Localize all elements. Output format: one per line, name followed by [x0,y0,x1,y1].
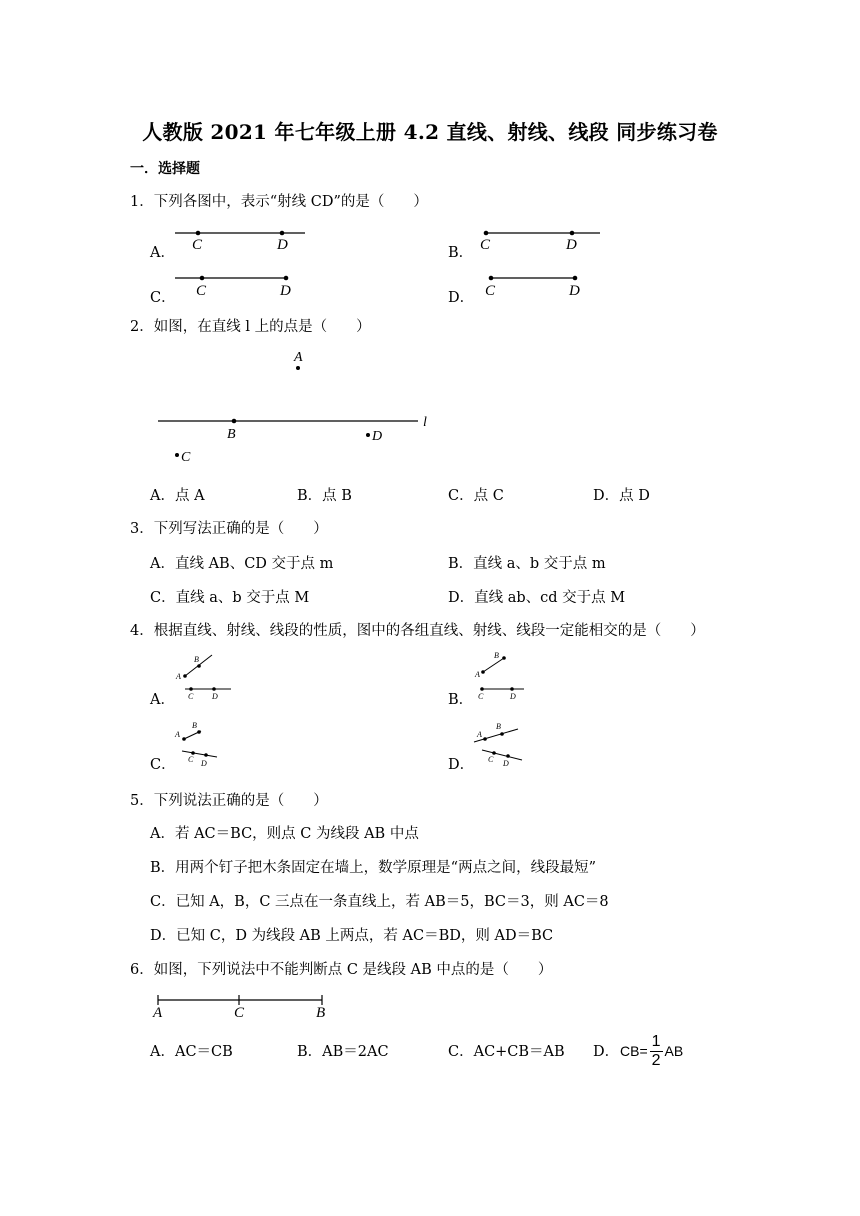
formula-lhs: CB= [620,1043,648,1059]
question-2-stem: 2．如图，在直线 l 上的点是（ ） [130,319,371,335]
q1-option-a-label: A． [150,245,175,261]
svg-text:A: A [475,670,480,679]
q4-option-a-label: A． [150,692,175,708]
q1a-point-c: C [192,237,203,252]
q1-figure-b [470,226,605,252]
svg-text:C: C [478,692,484,701]
q2-point-b-label: B [227,427,236,442]
svg-text:B: B [194,655,199,664]
q1b-point-c: C [480,237,491,252]
svg-text:A: A [477,730,482,739]
q2-option-d: D．点 D [593,488,650,504]
q5-option-b: B．用两个钉子把木条固定在墙上，数学原理是“两点之间，线段最短” [150,860,596,876]
q4-option-d-label: D． [448,757,475,773]
svg-text:C: C [488,755,494,764]
q1-figure-a [170,226,310,252]
svg-text:D: D [212,692,218,701]
q6-point-c-label: C [234,1005,245,1020]
svg-text:D: D [503,759,509,768]
section-heading: 一．选择题 [130,161,200,177]
q3-option-d: D．直线 ab、cd 交于点 M [448,590,626,606]
q6-option-d-formula [620,1031,683,1071]
q2-line-l-label: l [423,415,427,430]
svg-text:B: B [494,651,499,660]
svg-text:B: B [192,721,197,730]
question-6-stem: 6．如图，下列说法中不能判断点 C 是线段 AB 中点的是（ ） [130,962,553,978]
question-3-stem: 3．下列写法正确的是（ ） [130,521,328,537]
q2-point-d-label: D [372,429,383,444]
q1-figure-c [170,271,305,298]
q3-option-c: C．直线 a、b 交于点 M [150,590,310,606]
q6-point-b-label: B [316,1005,326,1020]
q4-option-b-label: B． [448,692,474,708]
q3-option-b: B．直线 a、b 交于点 m [448,556,606,572]
q4-figure-c [172,718,224,770]
question-5-stem: 5．下列说法正确的是（ ） [130,793,328,809]
svg-text:A: A [175,730,180,739]
question-4-stem: 4．根据直线、射线、线段的性质，图中的各组直线、射线、线段一定能相交的是（ ） [130,623,705,639]
q1-option-d-label: D． [448,290,475,306]
q4-option-c-label: C． [150,757,176,773]
svg-text:D: D [510,692,516,701]
q4-figure-a [175,650,235,702]
q6-option-b: B．AB＝2AC [297,1044,389,1060]
formula-fraction [650,1033,663,1070]
svg-text:D: D [201,759,207,768]
q1-option-b-label: B． [448,245,474,261]
page-title: 人教版 2021 年七年级上册 4.2 直线、射线、线段 同步练习卷 [142,120,718,144]
q4-figure-d [470,718,530,770]
q1b-point-d: D [566,237,577,252]
q1d-point-d: D [569,283,580,298]
q1-figure-d [480,271,600,298]
q2-figure [150,345,450,470]
svg-text:C: C [188,692,194,701]
q1c-point-c: C [196,283,207,298]
q2-option-c: C．点 C [448,488,504,504]
q2-point-a-label: A [294,350,303,365]
svg-text:B: B [496,722,501,731]
q1d-point-c: C [485,283,496,298]
question-1-stem: 1．下列各图中，表示“射线 CD”的是（ ） [130,194,428,210]
formula-rhs: AB [664,1043,684,1059]
formula-numerator: 1 [651,1032,661,1050]
q1-option-c-label: C． [150,290,176,306]
formula-denominator: 2 [651,1051,661,1069]
q2-point-c-label: C [181,450,191,465]
q6-option-d-label: D． [593,1044,620,1060]
q5-option-c: C．已知 A，B，C 三点在一条直线上，若 AB＝5，BC＝3，则 AC＝8 [150,894,609,910]
q3-option-a: A．直线 AB、CD 交于点 m [150,556,334,572]
q5-option-a: A．若 AC＝BC，则点 C 为线段 AB 中点 [150,826,419,842]
q6-option-c: C．AC+CB＝AB [448,1044,565,1060]
svg-text:C: C [188,755,194,764]
q6-figure [150,990,340,1020]
q5-option-d: D．已知 C，D 为线段 AB 上两点，若 AC＝BD，则 AD＝BC [150,928,554,944]
q1a-point-d: D [277,237,288,252]
q1c-point-d: D [280,283,291,298]
svg-text:A: A [176,672,181,681]
q6-point-a-label: A [153,1005,163,1020]
q2-option-a: A．点 A [150,488,205,504]
q2-option-b: B．点 B [297,488,352,504]
q4-figure-b [472,650,532,702]
q6-option-a: A．AC＝CB [150,1044,233,1060]
